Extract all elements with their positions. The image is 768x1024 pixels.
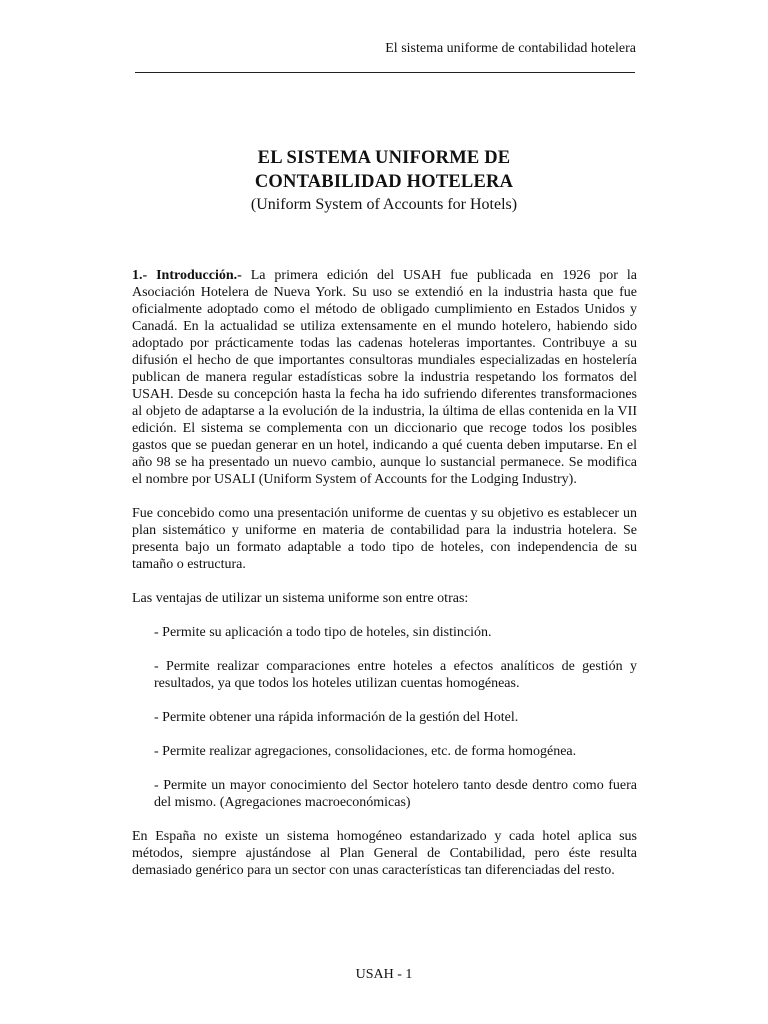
- title-line-1: EL SISTEMA UNIFORME DE: [257, 148, 511, 168]
- intro-text: La primera edición del USAH fue publicada en 1926 por la Asociación Hotelera de Nueva York. Su uso se extendió en la industria hasta que fue oficialmente adoptado como el método de obligado cumplimiento en Estados Unidos y Canadá. En la actualidad se utiliza extensamente en el mundo hotelero, habiendo sido adoptado por prácticamente todas las cadenas hoteleras importantes. Contribuye a su difusión el hecho de que importantes consultoras mundiales especializadas en hostelería publican de manera regular estadísticas sobre la industria respetando los formatos del USAH. Desde su concepción hasta la fecha ha ido sufriendo diferentes transformaciones al objeto de adaptarse a la evolución de la industria, la última de ellas contenida en la VII edición. El sistema se complementa con un diccionario que recoge todos los posibles gastos que se puedan generar en un hotel, indicando a qué cuenta deben imputarse. En el año 98 se ha presentado un nuevo cambio, aunque lo sustancial permanece. Se modifica el nombre por USALI (Uniform System of Accounts for the Lodging Industry).: [132, 268, 637, 487]
- body-text: [132, 267, 637, 896]
- running-header: El sistema uniforme de contabilidad hotelera: [385, 41, 636, 56]
- paragraph-4: En España no existe un sistema homogéneo estandarizado y cada hotel aplica sus métodos, siempre ajustándose al Plan General de Contabilidad, pero éste resulta demasiado genérico para un sector con unas características tan diferenciadas del resto.: [132, 829, 637, 878]
- bullet-item-5: - Permite un mayor conocimiento del Sector hotelero tanto desde dentro como fuera del mismo. (Agregaciones macroeconómicas): [154, 778, 637, 810]
- page-footer: USAH - 1: [355, 967, 413, 982]
- bullet-item-4: - Permite realizar agregaciones, consolidaciones, etc. de forma homogénea.: [154, 744, 577, 759]
- header-rule: [135, 72, 635, 73]
- bullet-item-1: - Permite su aplicación a todo tipo de hoteles, sin distinción.: [154, 625, 492, 640]
- paragraph-3: Las ventajas de utilizar un sistema uniforme son entre otras:: [132, 591, 469, 606]
- section-heading: 1.- Introducción.-: [132, 268, 242, 283]
- bullet-item-2: - Permite realizar comparaciones entre hoteles a efectos analíticos de gestión y resultados, ya que todos los hoteles utilizan cuentas homogéneas.: [154, 659, 637, 691]
- bullet-item-3: - Permite obtener una rápida información de la gestión del Hotel.: [154, 710, 519, 725]
- title-block: [0, 146, 768, 215]
- intro-paragraph: [132, 267, 637, 488]
- subtitle: (Uniform System of Accounts for Hotels): [250, 196, 518, 213]
- paragraph-2: Fue concebido como una presentación uniforme de cuentas y su objetivo es establecer un plan sistemático y uniforme en materia de contabilidad para la industria hotelera. Se presenta bajo un formato adaptable a todo tipo de hoteles, con independencia de su tamaño o estructura.: [132, 506, 637, 572]
- title-line-2: CONTABILIDAD HOTELERA: [254, 172, 514, 192]
